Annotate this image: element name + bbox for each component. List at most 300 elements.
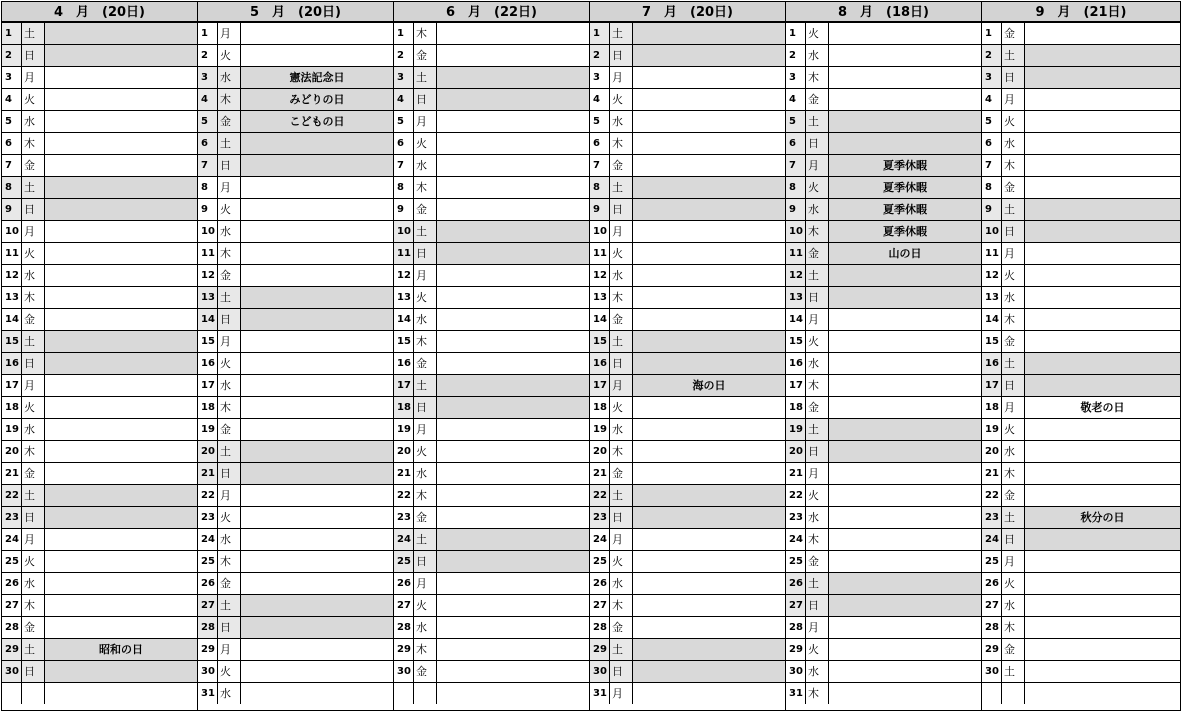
day-note: 敬老の日 (1080, 401, 1125, 414)
day-row (394, 661, 589, 683)
day-row (2, 419, 197, 441)
day-note (45, 287, 197, 308)
day-note (633, 111, 785, 132)
day-number: 29 (786, 639, 806, 660)
day-number: 8 (786, 177, 806, 198)
day-of-week: 日 (22, 199, 45, 220)
day-note (1025, 45, 1180, 66)
day-number: 9 (590, 199, 610, 220)
day-number: 27 (982, 595, 1002, 616)
day-number: 24 (198, 529, 218, 550)
day-note (437, 331, 589, 352)
day-row (982, 529, 1180, 551)
day-of-week: 日 (610, 507, 633, 528)
day-note (1025, 573, 1180, 594)
day-note (437, 221, 589, 242)
day-of-week: 水 (610, 265, 633, 286)
day-of-week: 土 (1002, 199, 1025, 220)
day-number: 4 (198, 89, 218, 110)
day-number (982, 683, 1002, 704)
day-of-week: 水 (22, 265, 45, 286)
day-of-week: 火 (414, 133, 437, 154)
day-note (437, 309, 589, 330)
day-number: 7 (786, 155, 806, 176)
day-number: 14 (590, 309, 610, 330)
day-number: 24 (982, 529, 1002, 550)
day-row (198, 639, 393, 661)
day-note (1025, 617, 1180, 638)
day-note (45, 485, 197, 506)
day-row (786, 397, 981, 419)
day-row (2, 507, 197, 529)
day-number: 5 (394, 111, 414, 132)
day-row (394, 243, 589, 265)
day-number: 23 (786, 507, 806, 528)
day-of-week: 土 (218, 595, 241, 616)
day-number: 3 (198, 67, 218, 88)
day-row (982, 397, 1180, 419)
day-number: 8 (590, 177, 610, 198)
day-number: 31 (590, 683, 610, 704)
day-number: 4 (2, 89, 22, 110)
day-row (2, 221, 197, 243)
day-number: 22 (394, 485, 414, 506)
day-note (1025, 287, 1180, 308)
day-number: 20 (198, 441, 218, 462)
day-number: 23 (590, 507, 610, 528)
day-of-week: 日 (414, 243, 437, 264)
day-of-week: 水 (218, 221, 241, 242)
day-row (786, 243, 981, 265)
day-number: 25 (590, 551, 610, 572)
day-number: 11 (590, 243, 610, 264)
day-row (786, 617, 981, 639)
day-row (394, 683, 589, 704)
day-row (2, 67, 197, 89)
day-number: 8 (394, 177, 414, 198)
day-number: 29 (394, 639, 414, 660)
day-number: 6 (394, 133, 414, 154)
day-of-week: 木 (1002, 309, 1025, 330)
day-note (633, 221, 785, 242)
day-row (982, 309, 1180, 331)
day-of-week: 日 (1002, 529, 1025, 550)
day-of-week: 金 (1002, 639, 1025, 660)
day-row (2, 199, 197, 221)
day-of-week: 火 (22, 89, 45, 110)
day-row (590, 287, 785, 309)
day-number: 4 (590, 89, 610, 110)
day-note (45, 617, 197, 638)
day-note (437, 67, 589, 88)
day-note (241, 485, 393, 506)
day-of-week: 木 (414, 177, 437, 198)
day-row (2, 243, 197, 265)
day-number: 16 (786, 353, 806, 374)
day-note (437, 397, 589, 418)
day-note (45, 67, 197, 88)
day-number: 4 (786, 89, 806, 110)
day-of-week: 月 (610, 67, 633, 88)
day-number: 4 (394, 89, 414, 110)
day-of-week: 火 (610, 243, 633, 264)
day-of-week: 木 (218, 397, 241, 418)
day-of-week: 土 (414, 529, 437, 550)
day-of-week: 月 (218, 177, 241, 198)
day-note (829, 23, 981, 44)
day-row (394, 485, 589, 507)
day-number: 4 (982, 89, 1002, 110)
day-number: 16 (2, 353, 22, 374)
day-number: 7 (198, 155, 218, 176)
day-note (1025, 309, 1180, 330)
day-of-week: 火 (1002, 111, 1025, 132)
day-number: 15 (590, 331, 610, 352)
day-of-week: 土 (218, 133, 241, 154)
day-note (633, 573, 785, 594)
day-note (1025, 661, 1180, 682)
day-row (590, 463, 785, 485)
day-row (590, 23, 785, 45)
day-number: 2 (982, 45, 1002, 66)
day-number: 2 (198, 45, 218, 66)
day-row (198, 617, 393, 639)
day-of-week: 火 (414, 595, 437, 616)
day-of-week: 土 (806, 111, 829, 132)
day-of-week: 土 (22, 639, 45, 660)
day-row (590, 221, 785, 243)
day-row (590, 639, 785, 661)
day-note (241, 243, 393, 264)
day-note (1025, 177, 1180, 198)
day-of-week: 土 (22, 331, 45, 352)
day-note (829, 573, 981, 594)
day-row (982, 111, 1180, 133)
day-row (394, 419, 589, 441)
day-of-week: 月 (414, 419, 437, 440)
day-row (394, 309, 589, 331)
day-number: 25 (786, 551, 806, 572)
day-note (241, 309, 393, 330)
day-of-week: 木 (218, 89, 241, 110)
day-of-week: 月 (414, 573, 437, 594)
day-of-week: 金 (218, 265, 241, 286)
day-of-week: 火 (806, 331, 829, 352)
day-row (786, 551, 981, 573)
day-row (198, 441, 393, 463)
day-row (982, 419, 1180, 441)
day-note: こどもの日 (241, 111, 393, 132)
day-of-week: 月 (610, 221, 633, 242)
day-note (829, 331, 981, 352)
day-note (633, 441, 785, 462)
day-row (2, 639, 197, 661)
day-row (590, 617, 785, 639)
day-row (590, 551, 785, 573)
day-row (198, 419, 393, 441)
day-row (590, 683, 785, 704)
day-of-week: 月 (1002, 551, 1025, 572)
day-number: 6 (198, 133, 218, 154)
day-number: 2 (786, 45, 806, 66)
day-note (633, 397, 785, 418)
month-header: 4 月 (20日) (2, 2, 197, 23)
day-number: 27 (2, 595, 22, 616)
day-of-week: 火 (22, 397, 45, 418)
day-of-week: 土 (414, 221, 437, 242)
day-row (786, 133, 981, 155)
day-number: 22 (590, 485, 610, 506)
day-note (241, 397, 393, 418)
day-row (982, 617, 1180, 639)
day-note (633, 155, 785, 176)
day-of-week: 水 (610, 573, 633, 594)
day-number: 21 (786, 463, 806, 484)
day-number: 1 (394, 23, 414, 44)
day-number: 18 (394, 397, 414, 418)
day-of-week: 日 (610, 661, 633, 682)
day-row (2, 133, 197, 155)
day-number: 14 (786, 309, 806, 330)
day-row (198, 177, 393, 199)
day-note (633, 309, 785, 330)
day-note (829, 353, 981, 374)
day-of-week: 日 (1002, 67, 1025, 88)
day-number: 16 (982, 353, 1002, 374)
day-number: 11 (394, 243, 414, 264)
day-number: 26 (394, 573, 414, 594)
month-column (1, 1, 198, 711)
day-row (786, 573, 981, 595)
day-number: 2 (394, 45, 414, 66)
day-note (829, 375, 981, 396)
day-of-week: 日 (806, 441, 829, 462)
day-note (633, 353, 785, 374)
day-note (241, 155, 393, 176)
day-row (590, 309, 785, 331)
day-note (633, 23, 785, 44)
day-row (198, 309, 393, 331)
day-note (45, 331, 197, 352)
day-of-week: 金 (218, 419, 241, 440)
day-note (437, 199, 589, 220)
day-note (241, 639, 393, 660)
day-number: 21 (198, 463, 218, 484)
day-note (829, 661, 981, 682)
day-note (1025, 89, 1180, 110)
day-number: 22 (982, 485, 1002, 506)
day-note (633, 683, 785, 704)
day-of-week: 火 (610, 551, 633, 572)
day-note (829, 133, 981, 154)
day-number: 5 (982, 111, 1002, 132)
day-row (198, 463, 393, 485)
day-of-week (22, 683, 45, 704)
day-note: 夏季休暇 (829, 221, 981, 242)
day-number: 5 (786, 111, 806, 132)
day-number: 15 (786, 331, 806, 352)
day-number: 23 (394, 507, 414, 528)
day-number: 13 (786, 287, 806, 308)
day-of-week: 水 (806, 45, 829, 66)
day-note (45, 375, 197, 396)
day-row (198, 683, 393, 704)
day-note (829, 265, 981, 286)
day-number: 19 (198, 419, 218, 440)
day-row (2, 573, 197, 595)
day-of-week: 土 (218, 287, 241, 308)
day-note (1025, 243, 1180, 264)
day-number: 25 (394, 551, 414, 572)
day-of-week: 日 (22, 661, 45, 682)
day-number: 14 (394, 309, 414, 330)
day-of-week: 金 (610, 309, 633, 330)
day-note (45, 177, 197, 198)
day-note (437, 177, 589, 198)
day-row (590, 199, 785, 221)
day-of-week: 月 (806, 155, 829, 176)
day-row (394, 617, 589, 639)
day-number: 5 (590, 111, 610, 132)
month-header: 8 月 (18日) (786, 2, 981, 23)
day-of-week: 日 (806, 133, 829, 154)
day-number: 1 (982, 23, 1002, 44)
day-row (394, 133, 589, 155)
day-of-week: 月 (1002, 397, 1025, 418)
day-row (786, 309, 981, 331)
day-of-week: 水 (414, 309, 437, 330)
day-number: 26 (590, 573, 610, 594)
day-note (633, 67, 785, 88)
day-number: 28 (982, 617, 1002, 638)
day-row (394, 375, 589, 397)
day-row (394, 89, 589, 111)
day-row (982, 45, 1180, 67)
day-note (633, 595, 785, 616)
day-note: 憲法記念日 (241, 67, 393, 88)
day-row (786, 661, 981, 683)
day-of-week: 水 (22, 111, 45, 132)
day-of-week: 月 (218, 331, 241, 352)
day-number: 7 (2, 155, 22, 176)
day-row (198, 375, 393, 397)
day-number: 31 (786, 683, 806, 704)
day-row (982, 463, 1180, 485)
day-number: 21 (394, 463, 414, 484)
day-number: 18 (982, 397, 1002, 418)
day-number: 7 (590, 155, 610, 176)
day-note (241, 177, 393, 198)
day-number: 19 (786, 419, 806, 440)
day-of-week: 月 (218, 23, 241, 44)
day-row (394, 265, 589, 287)
day-row (590, 441, 785, 463)
day-row (590, 485, 785, 507)
day-row (982, 507, 1180, 529)
day-row (786, 287, 981, 309)
day-number: 20 (590, 441, 610, 462)
day-number: 8 (2, 177, 22, 198)
day-note (241, 683, 393, 704)
day-number: 18 (590, 397, 610, 418)
day-number: 16 (198, 353, 218, 374)
day-of-week: 土 (1002, 507, 1025, 528)
day-of-week: 水 (806, 353, 829, 374)
day-row (590, 177, 785, 199)
day-row (394, 595, 589, 617)
day-of-week: 金 (1002, 177, 1025, 198)
day-row (2, 287, 197, 309)
day-note (437, 243, 589, 264)
day-note (437, 111, 589, 132)
day-row (198, 331, 393, 353)
day-note (633, 287, 785, 308)
day-note (45, 89, 197, 110)
day-note (1025, 375, 1180, 396)
day-number (2, 683, 22, 704)
day-number: 28 (786, 617, 806, 638)
day-number: 22 (198, 485, 218, 506)
day-row (982, 595, 1180, 617)
day-number: 28 (198, 617, 218, 638)
day-number: 11 (198, 243, 218, 264)
day-number: 11 (786, 243, 806, 264)
day-number: 28 (2, 617, 22, 638)
day-of-week: 月 (1002, 243, 1025, 264)
day-of-week: 金 (806, 551, 829, 572)
day-number: 19 (590, 419, 610, 440)
day-number: 3 (786, 67, 806, 88)
day-row (590, 111, 785, 133)
day-of-week: 水 (1002, 595, 1025, 616)
day-note (241, 617, 393, 638)
day-row (786, 265, 981, 287)
day-of-week: 土 (610, 639, 633, 660)
day-number: 11 (2, 243, 22, 264)
day-row (590, 265, 785, 287)
day-row (982, 23, 1180, 45)
day-note (45, 309, 197, 330)
day-of-week: 火 (218, 199, 241, 220)
day-note (241, 221, 393, 242)
day-number: 10 (590, 221, 610, 242)
day-note (45, 45, 197, 66)
day-number: 18 (2, 397, 22, 418)
day-note (437, 463, 589, 484)
day-of-week: 水 (1002, 287, 1025, 308)
day-note (1025, 265, 1180, 286)
month-header: 5 月 (20日) (198, 2, 393, 23)
day-of-week: 火 (1002, 573, 1025, 594)
day-number: 25 (982, 551, 1002, 572)
day-number: 23 (2, 507, 22, 528)
day-note (633, 617, 785, 638)
day-of-week: 火 (610, 397, 633, 418)
day-note (1025, 463, 1180, 484)
day-of-week: 金 (22, 463, 45, 484)
day-row (198, 595, 393, 617)
day-row (2, 617, 197, 639)
day-note (1025, 155, 1180, 176)
day-row (394, 287, 589, 309)
day-row (394, 397, 589, 419)
day-of-week: 金 (414, 199, 437, 220)
day-row (982, 265, 1180, 287)
day-row (394, 177, 589, 199)
day-number: 3 (982, 67, 1002, 88)
day-note (437, 353, 589, 374)
day-row (394, 67, 589, 89)
